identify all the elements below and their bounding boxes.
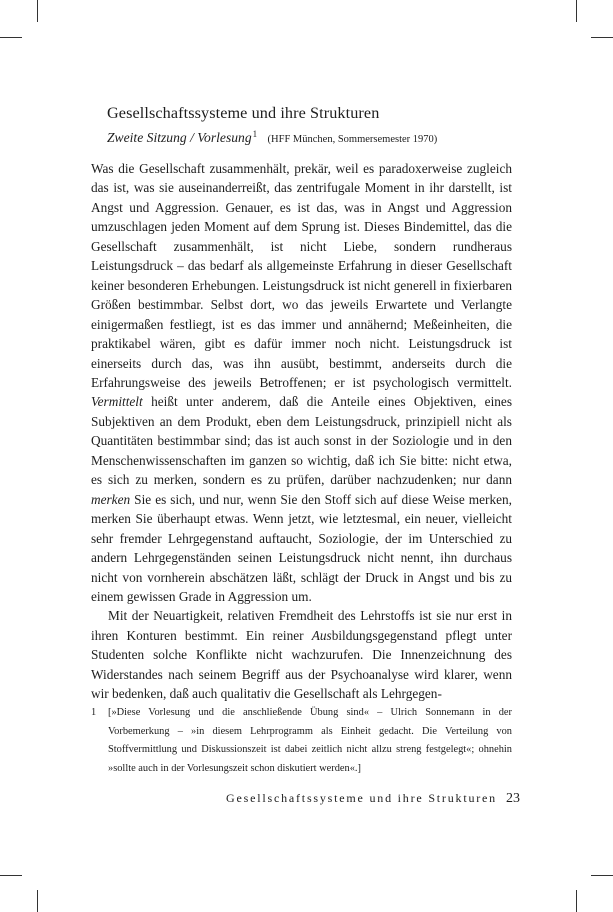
footnote-number: 1 <box>91 707 97 718</box>
chapter-header <box>107 103 527 149</box>
footnote <box>91 704 512 779</box>
crop-mark-bottom-right-horizontal <box>591 875 613 876</box>
text-run: Was die Gesellschaft zusammenhält, prekär, weil es paradoxerweise zugleich das ist, was sie auseinanderreißt, das zentrifugale Moment in ihr darstellt, ist Angst und Aggression. Genauer, es ist das, was in Angst und Aggression umzuschlagen jeden Moment auf dem Sprung ist. Dieses Bindemittel, das die Gesellschaft zusammenhält, ist nicht Liebe, sondern rundheraus Leistungsdruck – das bedarf als allgemeinste Erfahrung in dieser Gesellschaft keiner besonderen Erhebungen. Leistungsdruck ist nicht generell in fixierbaren Größen bestimmbar. Selbst dort, wo das jeweils Erwartete und Verlangte einigermaßen festliegt, ist es das immer und annähernd; Meßeinheiten, die praktikabel wären, gibt es dafür immer noch nicht. Leistungsdruck ist einerseits durch das, was ihn ausübt, bestimmt, anderseits durch die Erfahrungsweise des jeweils Betroffenen; er ist psychologisch vermittelt. <box>91 161 512 390</box>
chapter-source: (HFF München, Sommersemester 1970) <box>267 134 438 145</box>
emphasis: merken <box>91 491 131 507</box>
body-text <box>91 159 512 704</box>
footnote-text: [»Diese Vorlesung und die anschließende Übung sind« – Ulrich Sonnemann in der Vorbemerkung – »in diesem Lehrprogramm als Einheit gedacht. Die Verteilung von Stoffvermittlung und Diskussionszeit ist dabei zeitlich nicht allzu streng festgelegt«; ohnehin »sollte auch in der Vorlesungszeit schon diskutiert werden«.] <box>108 707 512 775</box>
emphasis: Vermittelt <box>91 394 143 410</box>
paragraph <box>91 606 512 703</box>
crop-mark-bottom-left-horizontal <box>0 875 22 876</box>
running-footer <box>226 791 520 807</box>
text-run: Mit der Neuartigkeit, relativen Fremdheit des Lehrstoffs ist sie nur erst in ihren Konturen bestimmt. Ein reiner <box>91 608 512 643</box>
crop-mark-top-left-horizontal <box>0 37 22 38</box>
text-run: Sie es sich, und nur, wenn Sie den Stoff sich auf diese Weise merken, merken Sie überhaupt etwas. Wenn jetzt, wie letztesmal, ein neuer, vielleicht sehr fremder Lehrgegenstand auftaucht, Soziologie, der im Unterschied zu andern Lehrgegenständen seinen Leistungsdruck nicht nennt, ihn durchaus nicht von vornherein abschätzen läßt, schlägt der Druck in Angst und bis zu einem gewissen Grade in Aggression um. <box>91 491 512 604</box>
chapter-title: Gesellschaftssysteme und ihre Strukturen <box>107 104 380 122</box>
crop-mark-bottom-left-vertical <box>37 890 38 912</box>
crop-mark-top-right-horizontal <box>591 37 613 38</box>
emphasis: Aus <box>311 627 332 643</box>
paragraph <box>91 159 512 606</box>
crop-mark-top-right-vertical <box>576 0 577 22</box>
text-run: heißt unter anderem, daß die Anteile eines Objektiven, eines Subjektiven an dem Produkt, eben dem Leistungsdruck, prinzipiell nicht als Quantitäten bestimmbar sind; das ist auch sonst in der Soziologie und in den Menschenwissenschaften im ganzen so wichtig, daß ich Sie bitte: nicht etwa, es sich zu merken, sondern es zu prüfen, darüber nachzudenken; nur dann <box>91 394 512 488</box>
crop-mark-bottom-right-vertical <box>576 890 577 912</box>
running-footer-title: Gesellschaftssysteme und ihre Strukturen <box>226 791 497 805</box>
page-number: 23 <box>506 791 520 806</box>
chapter-subtitle-line <box>107 125 527 149</box>
text-run: bildungsgegenstand pflegt unter Studenten solche Konflikte nicht wachzurufen. Die Innenzeichnung des Widerstandes nach seinem Begriff aus der Psychoanalyse wird klarer, wenn wir bedenken, daß auch qualitativ die Gesellschaft als Lehrgegen- <box>91 627 513 702</box>
crop-mark-top-left-vertical <box>37 0 38 22</box>
footnote-reference[interactable]: 1 <box>252 129 258 139</box>
chapter-subtitle: Zweite Sitzung / Vorlesung <box>107 130 252 145</box>
